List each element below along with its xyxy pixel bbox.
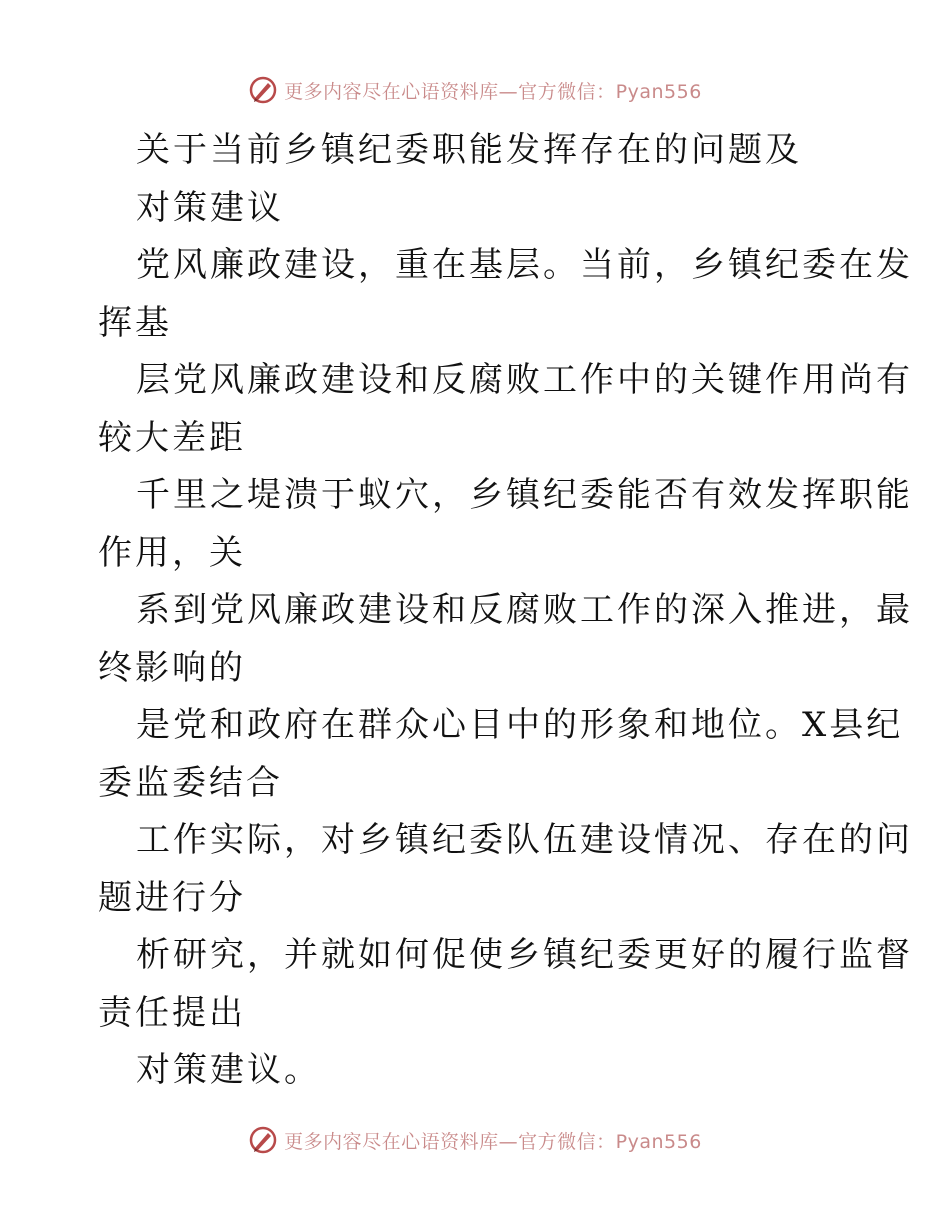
paragraph-line: 是党和政府在群众心目中的形象和地位。X县纪 [136,705,904,745]
footer-banner [0,1120,950,1160]
footer-banner-text: 更多内容尽在心语资料库—官方微信：Pyan556 [284,1130,702,1153]
title-line: 关于当前乡镇纪委职能发挥存在的问题及 [136,130,802,170]
paragraph-line: 责任提出 [98,992,246,1033]
paragraph-line: 系到党风廉政建设和反腐败工作的深入推进，最 [136,590,913,630]
paragraph-line: 较大差距 [98,417,246,458]
paragraph-line: 工作实际，对乡镇纪委队伍建设情况、存在的问 [136,820,913,860]
document-body [98,122,913,1100]
paragraph-line: 千里之堤溃于蚁穴，乡镇纪委能否有效发挥职能 [136,475,913,515]
paragraph-line: 终影响的 [98,647,246,688]
pen-circle-icon [248,1125,278,1155]
paragraph-line: 挥基 [98,302,172,343]
header-banner-text: 更多内容尽在心语资料库—官方微信：Pyan556 [284,80,702,103]
paragraph-line: 析研究，并就如何促使乡镇纪委更好的履行监督 [136,935,913,975]
paragraph-line: 作用，关 [98,532,246,573]
paragraph-line: 对策建议。 [136,1050,321,1090]
paragraph-line: 党风廉政建设，重在基层。当前，乡镇纪委在发 [136,245,913,285]
paragraph-line: 委监委结合 [98,762,283,803]
paragraph-line: 题进行分 [98,877,246,918]
pen-circle-icon [248,75,278,105]
header-banner [0,70,950,110]
title-line: 对策建议 [136,187,284,228]
paragraph-line: 层党风廉政建设和反腐败工作中的关键作用尚有 [136,360,913,400]
